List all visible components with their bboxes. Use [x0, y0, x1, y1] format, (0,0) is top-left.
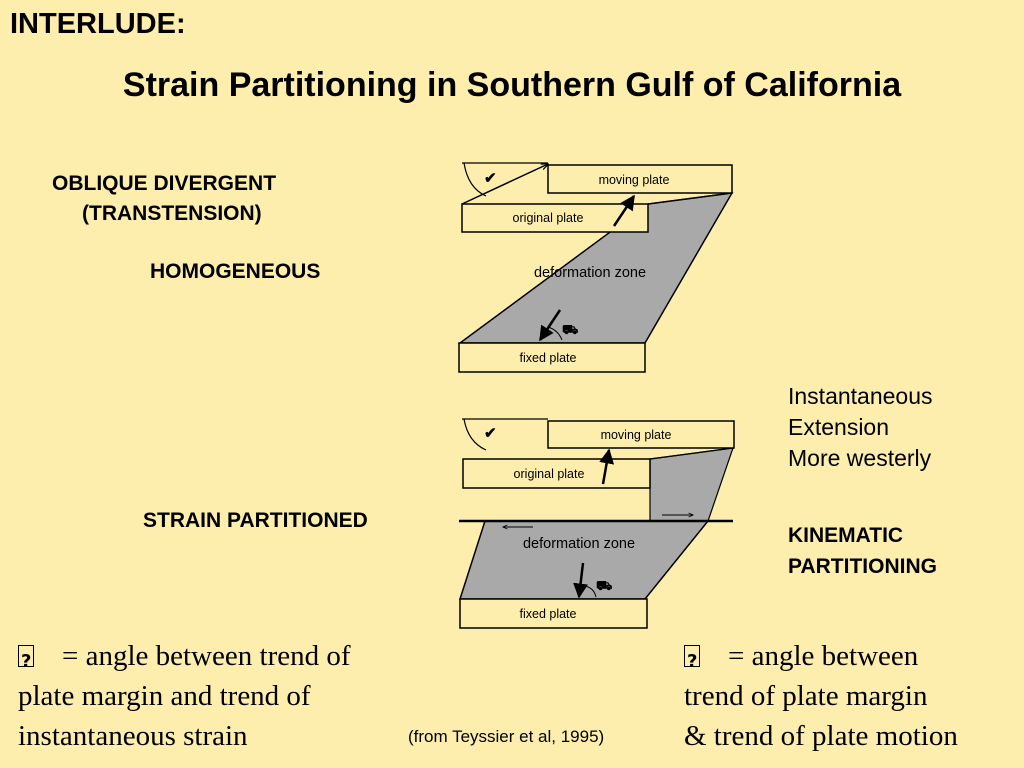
oblique-divergent-label: OBLIQUE DIVERGENT: [52, 172, 277, 195]
left-definition-line-3: instantaneous strain: [18, 720, 248, 752]
top-check-mark: ✔: [484, 170, 497, 187]
instantaneous-line-2: Extension: [788, 414, 890, 440]
bottom-lower-zone: [460, 521, 708, 599]
top-fixed-plate-label: fixed plate: [519, 351, 577, 365]
angle-symbol-icon: [18, 645, 34, 667]
interlude-heading: INTERLUDE:: [10, 8, 186, 40]
kinematic-line-1: KINEMATIC: [788, 524, 904, 547]
bottom-moving-plate-label: moving plate: [600, 428, 672, 442]
right-definition-line-3: & trend of plate motion: [684, 720, 958, 752]
bottom-upper-zone: [650, 448, 733, 521]
top-moving-plate-label: moving plate: [598, 173, 670, 187]
left-definition: [18, 636, 351, 756]
top-plate-motion-arrow: [462, 164, 548, 204]
bottom-angle-symbol: ⛟: [596, 578, 613, 593]
top-original-plate-label: original plate: [512, 211, 584, 225]
page-title: Strain Partitioning in Southern Gulf of California: [122, 66, 902, 104]
strain-partitioned-label: STRAIN PARTITIONED: [143, 509, 368, 532]
angle-symbol-icon: [684, 645, 700, 667]
transtension-label: (TRANSTENSION): [82, 202, 262, 225]
instantaneous-line-1: Instantaneous: [788, 383, 933, 409]
top-angle-symbol: ⛟: [562, 322, 579, 337]
left-definition-line-1: [18, 636, 351, 676]
left-definition-line-2: plate margin and trend of: [18, 680, 311, 712]
bottom-original-plate-label: original plate: [513, 467, 585, 481]
right-definition: [684, 636, 958, 756]
right-definition-line-1: [684, 636, 958, 676]
right-definition-text-1: = angle between: [728, 640, 919, 672]
diagram-strain-partitioned: [459, 419, 734, 628]
bottom-angle-arc: [464, 419, 486, 450]
instantaneous-line-3: More westerly: [788, 445, 932, 471]
kinematic-line-2: PARTITIONING: [788, 555, 937, 578]
left-definition-text-1: = angle between trend of: [62, 640, 351, 672]
top-deformation-zone-label: deformation zone: [533, 265, 647, 281]
citation: (from Teyssier et al, 1995): [408, 727, 605, 746]
bottom-fixed-plate-label: fixed plate: [519, 607, 577, 621]
bottom-check-mark: ✔: [484, 425, 497, 442]
bottom-deformation-zone-label: deformation zone: [522, 536, 636, 552]
right-definition-line-2: trend of plate margin: [684, 680, 928, 712]
homogeneous-label: HOMOGENEOUS: [150, 260, 321, 283]
top-angle-arc: [464, 163, 486, 196]
diagram-homogeneous: [459, 163, 732, 372]
